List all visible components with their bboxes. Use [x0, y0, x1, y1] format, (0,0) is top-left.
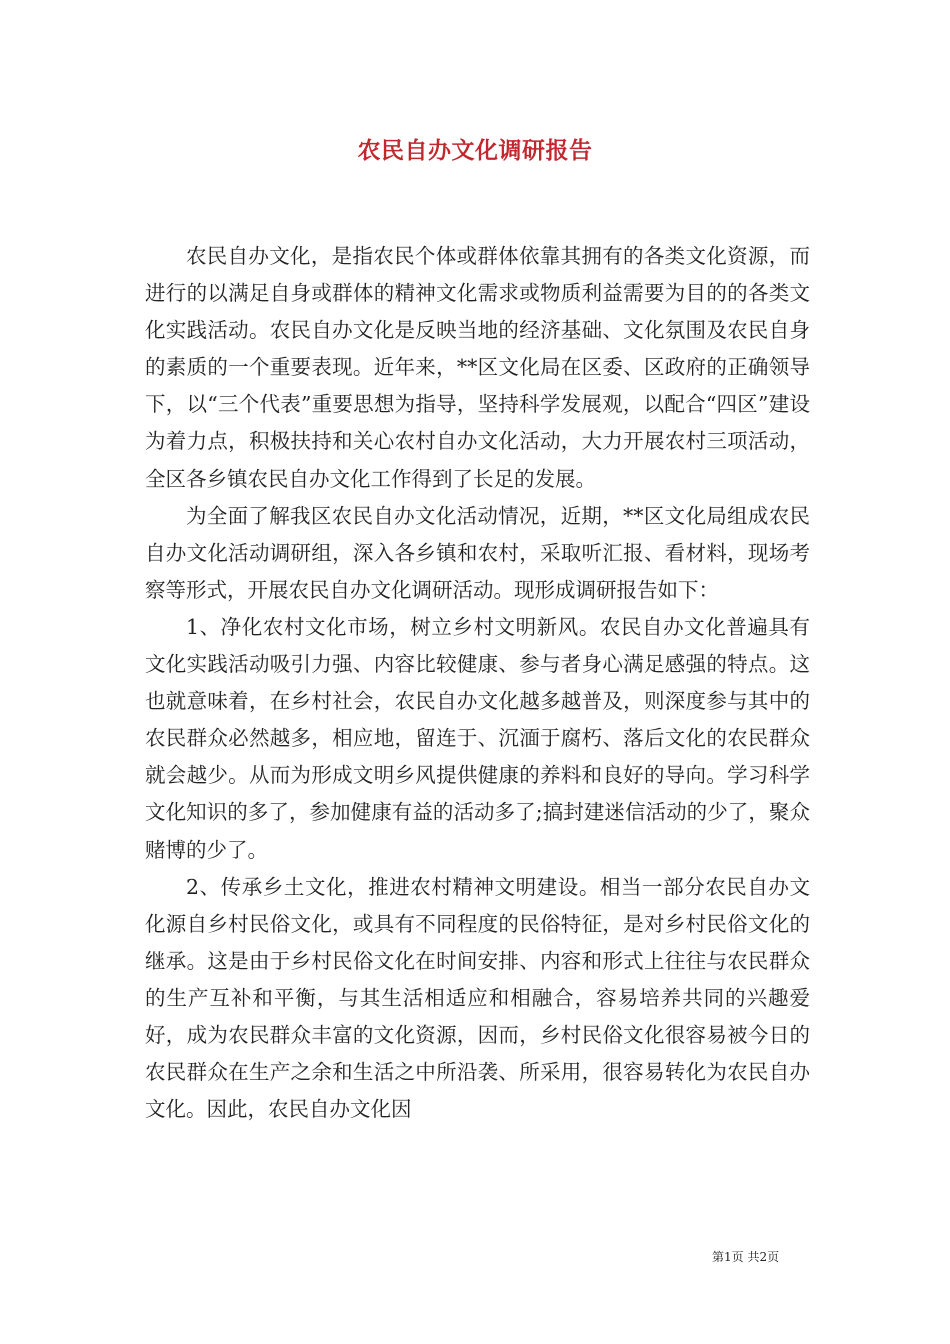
page-number-footer: 第1页 共2页 [712, 1250, 780, 1264]
body-paragraph-point-2: 2、传承乡土文化，推进农村精神文明建设。相当一部分农民自办文化源自乡村民俗文化，或具有不同程度的民俗特征，是对乡村民俗文化的继承。这是由于乡村民俗文化在时间安排、内容和形式上往往与农民群众的生产互补和平衡，与其生活相适应和相融合，容易培养共同的兴趣爱好，成为农民群众丰富的文化资源，因而，乡村民俗文化很容易被今日的农民群众在生产之余和生活之中所沿袭、所采用，很容易转化为农民自办文化。因此，农民自办文化因 [145, 874, 810, 1122]
document-title: 农民自办文化调研报告 [357, 137, 593, 164]
body-paragraph-point-1: 1、净化农村文化市场，树立乡村文明新风。农民自办文化普遍具有文化实践活动吸引力强、内容比较健康、参与者身心满足感强的特点。这也就意味着，在乡村社会，农民自办文化越多越普及，则深度参与其中的农民群众必然越多，相应地，留连于、沉湎于腐朽、落后文化的农民群众就会越少。从而为形成文明乡风提供健康的养料和良好的导向。学习科学文化知识的多了，参加健康有益的活动多了;搞封建迷信活动的少了，聚众赌博的少了。 [145, 614, 810, 862]
document-body [145, 238, 810, 1128]
body-paragraph-purpose: 为全面了解我区农民自办文化活动情况，近期，**区文化局组成农民自办文化活动调研组，深入各乡镇和农村，采取听汇报、看材料，现场考察等形式，开展农民自办文化调研活动。现形成调研报告如下： [145, 503, 810, 602]
body-paragraph-intro: 农民自办文化，是指农民个体或群体依靠其拥有的各类文化资源，而进行的以满足自身或群体的精神文化需求或物质利益需要为目的的各类文化实践活动。农民自办文化是反映当地的经济基础、文化氛围及农民自身的素质的一个重要表现。近年来，**区文化局在区委、区政府的正确领导下，以“三个代表”重要思想为指导，坚持科学发展观，以配合“四区”建设为着力点，积极扶持和关心农村自办文化活动，大力开展农村三项活动，全区各乡镇农民自办文化工作得到了长足的发展。 [145, 244, 810, 491]
